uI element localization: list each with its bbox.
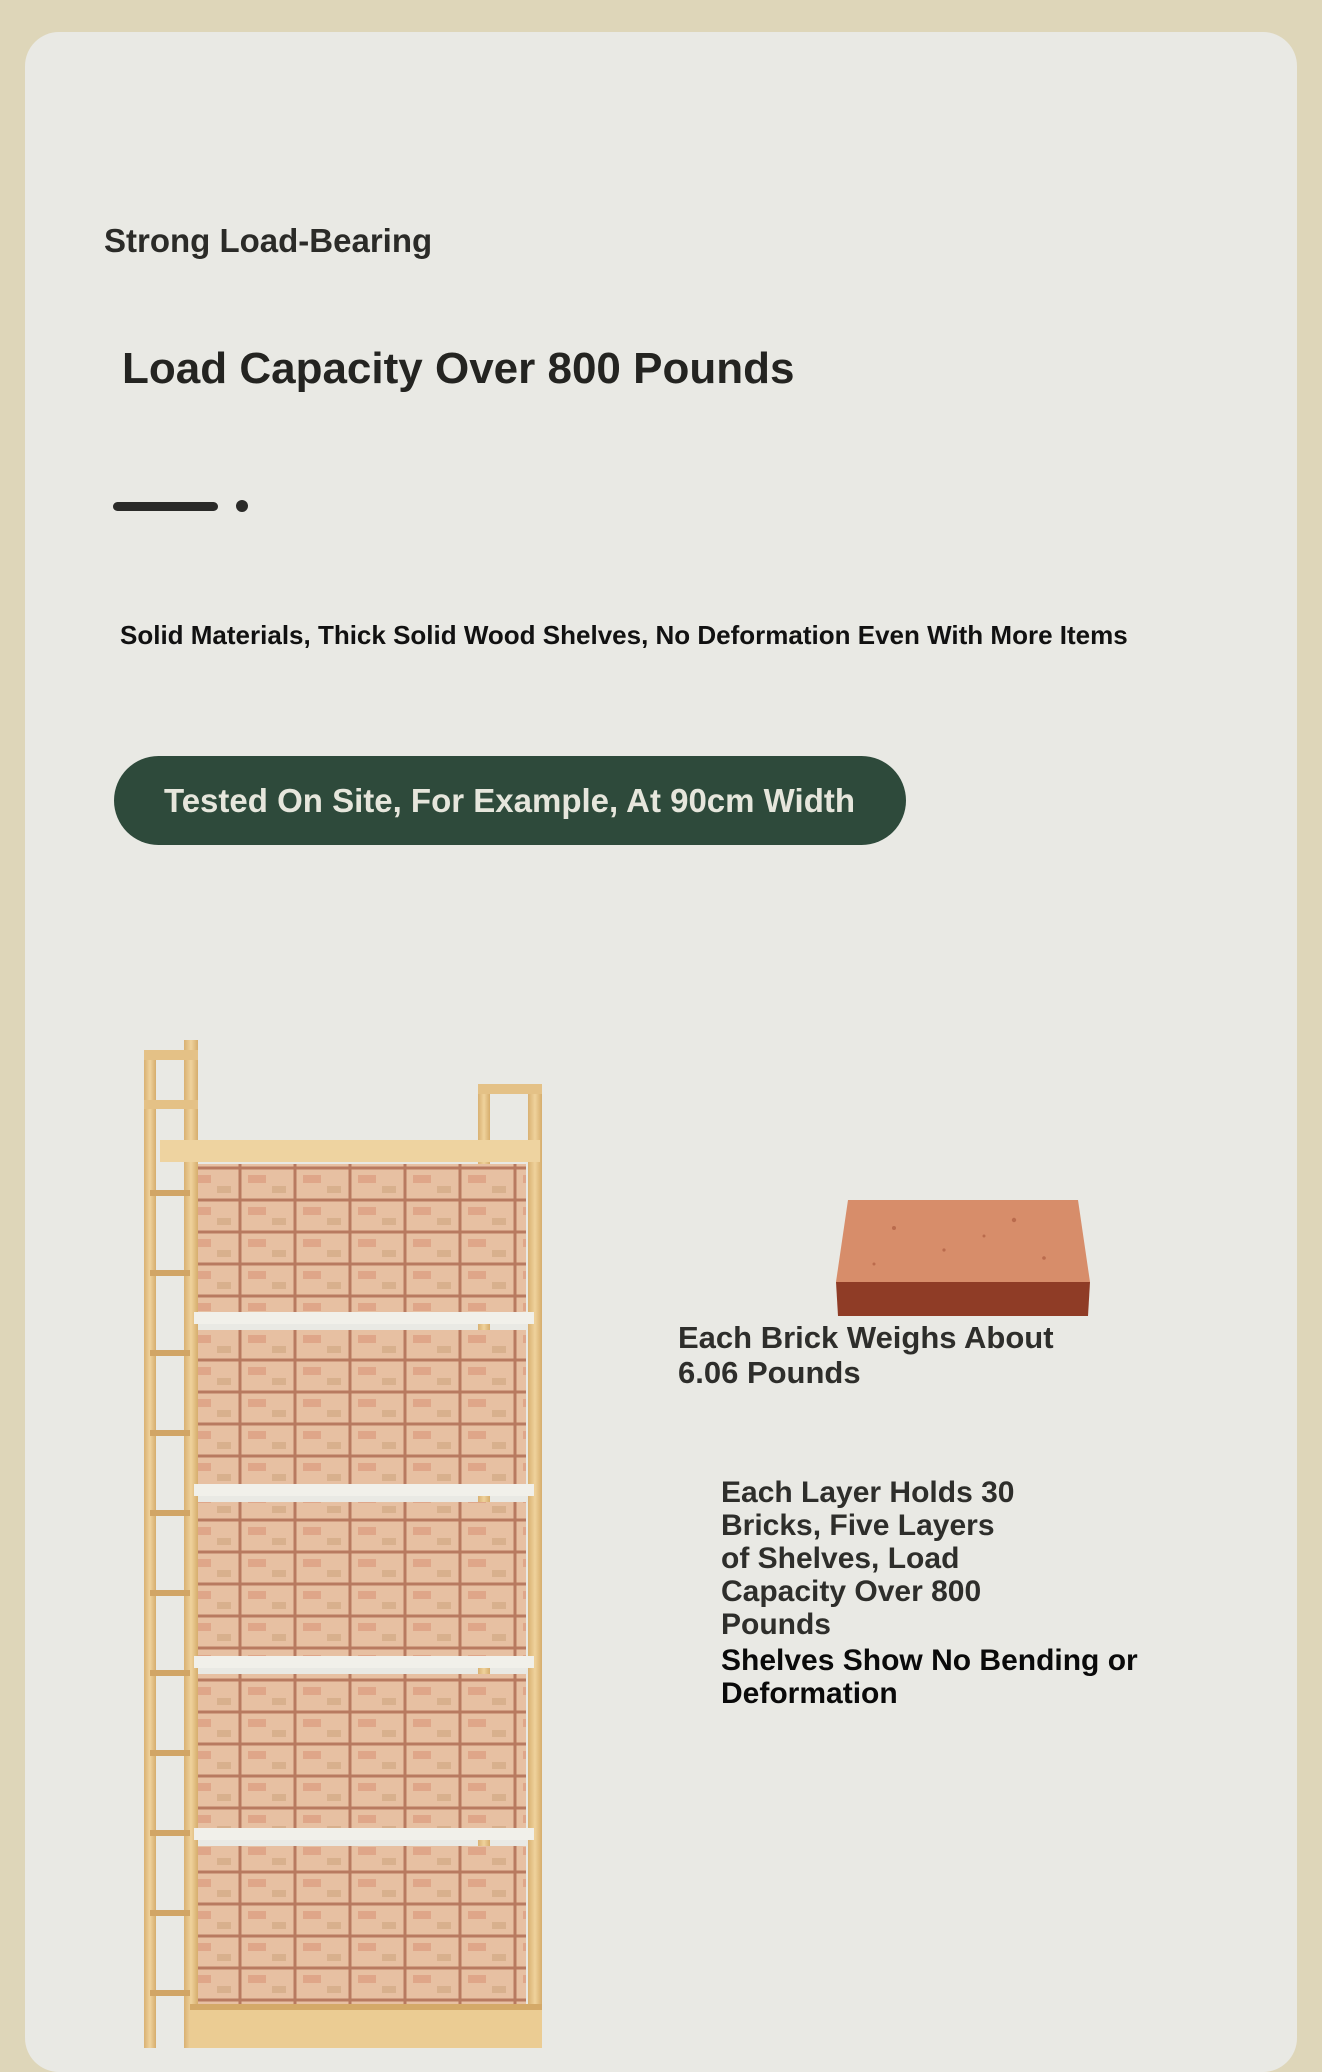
- divider-dot: [236, 500, 248, 512]
- divider-bar: [113, 502, 218, 511]
- brick-image: [834, 1198, 1094, 1320]
- shelf-with-bricks-image: [130, 1040, 550, 2048]
- feature-description: Solid Materials, Thick Solid Wood Shelves, No Deformation Even With More Items: [120, 620, 1128, 650]
- brick-weight-callout: Each Brick Weighs About 6.06 Pounds: [678, 1320, 1054, 1390]
- page-title: Load Capacity Over 800 Pounds: [122, 344, 795, 393]
- layer-load-callout: Each Layer Holds 30 Bricks, Five Layers of Shelves, Load Capacity Over 800 Pounds: [721, 1476, 1015, 1641]
- test-badge-label: Tested On Site, For Example, At 90cm Width: [164, 781, 856, 819]
- test-badge: [114, 756, 906, 845]
- no-bending-callout: Shelves Show No Bending or Deformation: [721, 1644, 1138, 1710]
- section-eyebrow: Strong Load-Bearing: [104, 222, 433, 259]
